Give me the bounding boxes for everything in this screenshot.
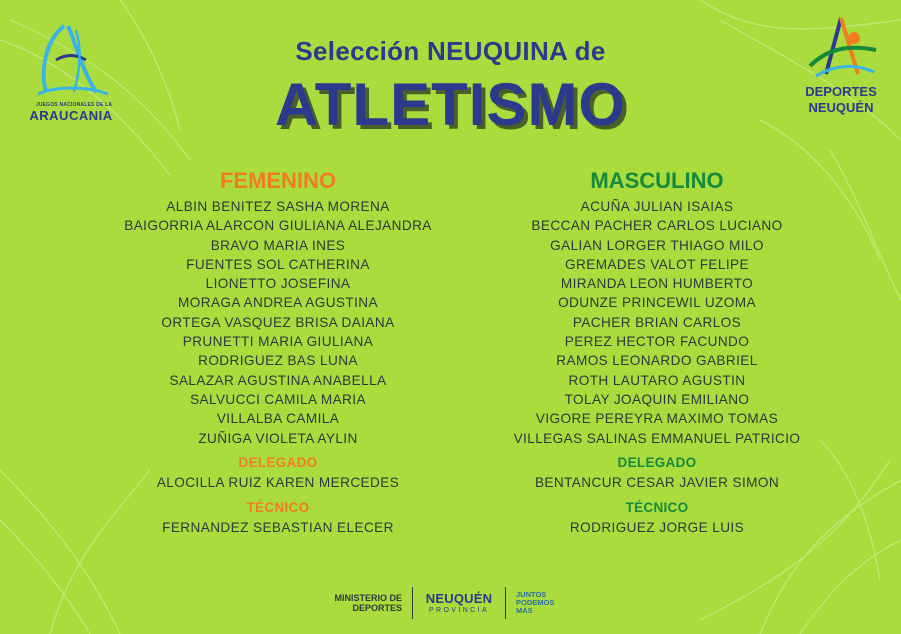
list-item: ORTEGA VASQUEZ BRISA DAIANA [161,314,395,330]
masculino-athlete-list [490,197,824,448]
title-line2: ATLETISMO [274,71,627,138]
list-item: VILLEGAS SALINAS EMMANUEL PATRICIO [513,430,801,446]
femenino-delegado-name: ALOCILLA RUIZ KAREN MERCEDES [156,474,400,490]
ministerio-logo [330,593,412,613]
provincia-text: PROVINCIA [428,606,490,614]
masculino-delegado-label: DELEGADO [617,454,697,470]
masculino-column [490,167,824,539]
neuquen-provincia-logo [413,592,505,615]
ministerio-line2: DEPORTES [352,603,402,613]
neuquen-text: NEUQUÉN [425,590,493,606]
list-item: BAIGORRIA ALARCON GIULIANA ALEJANDRA [124,218,432,234]
list-item: GREMADES VALOT FELIPE [565,256,749,272]
list-item: BRAVO MARIA INES [210,237,346,253]
list-item: ODUNZE PRINCEWIL UZOMA [558,295,756,311]
list-item: FUENTES SOL CATHERINA [186,256,370,272]
list-item: PACHER BRIAN CARLOS [572,314,742,330]
masculino-heading: MASCULINO [590,168,724,193]
femenino-tecnico-name: FERNANDEZ SEBASTIAN ELECER [162,519,394,535]
juntos-line3: MÁS [516,606,533,615]
list-item: PRUNETTI MARIA GIULIANA [182,334,374,350]
list-item: ZUÑIGA VIOLETA AYLIN [198,430,358,446]
femenino-delegado-label: DELEGADO [238,454,318,470]
list-item: ROTH LAUTARO AGUSTIN [568,372,746,388]
list-item: MIRANDA LEON HUMBERTO [560,276,754,292]
list-item: LIONETTO JOSEFINA [205,276,351,292]
list-item: TOLAY JOAQUIN EMILIANO [564,391,750,407]
logo-right-line2: NEUQUÉN [808,100,874,115]
juntos-line2: PODEMOS [516,598,555,607]
list-item: VIGORE PEREYRA MAXIMO TOMAS [535,411,779,427]
femenino-column [100,167,456,539]
list-item: GALIAN LORGER THIAGO MILO [550,237,764,253]
list-item: RODRIGUEZ BAS LUNA [198,353,358,369]
list-item: PEREZ HECTOR FACUNDO [564,334,750,350]
list-item: SALVUCCI CAMILA MARIA [190,391,366,407]
femenino-heading: FEMENINO [219,168,337,193]
juntos-podemos-mas-logo [506,591,576,615]
femenino-athlete-list [100,197,456,448]
list-item: BECCAN PACHER CARLOS LUCIANO [531,218,783,234]
femenino-tecnico-label: TÉCNICO [246,499,310,515]
list-item: MORAGA ANDREA AGUSTINA [178,295,378,311]
masculino-tecnico-label: TÉCNICO [625,499,689,515]
title-line1: Selección NEUQUINA de [295,36,606,66]
logo-left-big-text: ARAUCANIA [29,108,113,123]
list-item: ALBIN BENITEZ SASHA MORENA [166,199,390,214]
masculino-delegado-name: BENTANCUR CESAR JAVIER SIMON [534,474,780,490]
logo-right-line1: DEPORTES [805,84,877,99]
list-item: VILLALBA CAMILA [216,411,340,427]
list-item: ACUÑA JULIAN ISAIAS [580,199,734,214]
list-item: SALAZAR AGUSTINA ANABELLA [169,372,387,388]
ministerio-line1: MINISTERIO DE [334,593,402,603]
logo-left-small-text: JUEGOS NACIONALES DE LA [35,102,113,108]
list-item: RAMOS LEONARDO GABRIEL [556,353,758,369]
juntos-line1: JUNTOS [516,590,547,599]
footer-logos [330,585,576,621]
masculino-tecnico-name: RODRIGUEZ JORGE LUIS [569,519,745,535]
